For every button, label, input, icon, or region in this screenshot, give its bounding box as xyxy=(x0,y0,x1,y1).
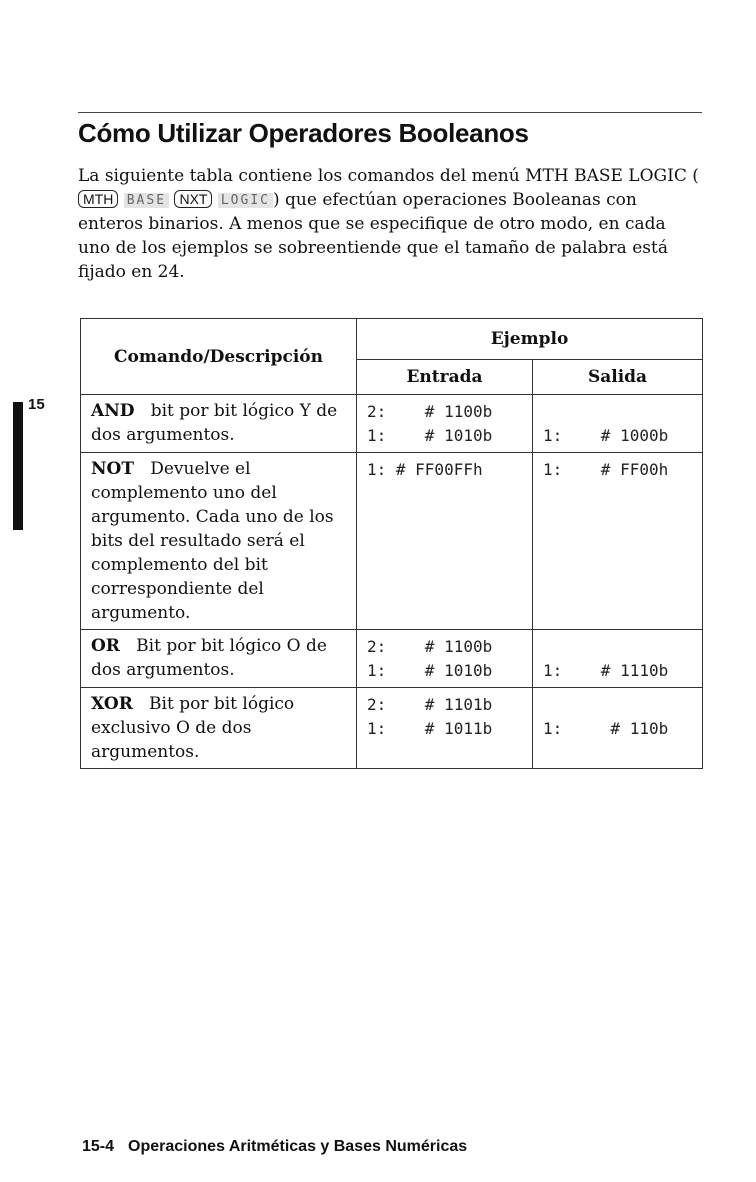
top-rule xyxy=(78,112,702,113)
chapter-tab-number: 15 xyxy=(28,396,45,413)
row-input: 2: # 1100b 1: # 1010b xyxy=(357,395,533,453)
row-description xyxy=(81,630,357,688)
row-input: 2: # 1101b 1: # 1011b xyxy=(357,688,533,769)
nxt-key: NXT xyxy=(174,190,212,208)
intro-text-2: ) que efectúan operaciones Booleanas con enteros binarios. A menos que se especifique de otro modo, en cada uno de los ejemplos se sobreentiende que el tamaño de palabra está fijado en 24. xyxy=(78,190,668,282)
row-description xyxy=(81,395,357,453)
intro-text-1: La siguiente tabla contiene los comandos del menú MTH BASE LOGIC ( xyxy=(78,166,699,186)
command-desc: Bit por bit lógico exclusivo O de dos argumentos. xyxy=(91,694,295,762)
row-input: 1: # FF00FFh xyxy=(357,453,533,630)
row-output: 1: # 1000b xyxy=(533,395,703,453)
row-output: 1: # FF00h xyxy=(533,453,703,630)
table-row xyxy=(81,688,703,769)
command-name: AND xyxy=(91,401,135,421)
command-name: OR xyxy=(91,636,120,656)
command-desc: bit por bit lógico Y de dos argumentos. xyxy=(91,401,338,445)
row-description xyxy=(81,688,357,769)
mth-key: MTH xyxy=(78,190,118,208)
header-command: Comando/Descripción xyxy=(81,319,357,395)
intro-paragraph xyxy=(78,164,702,284)
table-row xyxy=(81,395,703,453)
page-footer xyxy=(82,1138,467,1156)
base-softkey: BASE xyxy=(124,193,169,208)
table-row xyxy=(81,453,703,630)
page-number: 15-4 xyxy=(82,1138,115,1155)
row-output: 1: # 110b xyxy=(533,688,703,769)
command-name: XOR xyxy=(91,694,133,714)
header-output: Salida xyxy=(533,360,703,395)
row-description xyxy=(81,453,357,630)
header-input: Entrada xyxy=(357,360,533,395)
command-name: NOT xyxy=(91,459,134,479)
boolean-commands-table xyxy=(80,318,703,769)
row-input: 2: # 1100b 1: # 1010b xyxy=(357,630,533,688)
footer-title: Operaciones Aritméticas y Bases Numéricas xyxy=(128,1138,468,1155)
row-output: 1: # 1110b xyxy=(533,630,703,688)
table-row xyxy=(81,630,703,688)
header-example: Ejemplo xyxy=(357,319,703,360)
page-title: Cómo Utilizar Operadores Booleanos xyxy=(78,118,529,148)
logic-softkey: LOGIC xyxy=(218,193,273,208)
command-desc: Bit por bit lógico O de dos argumentos. xyxy=(91,636,327,680)
chapter-tab-marker xyxy=(13,402,23,530)
command-desc: Devuelve el complemento uno del argumento. Cada uno de los bits del resultado será el complemento del bit correspondiente del argumento. xyxy=(91,459,334,623)
